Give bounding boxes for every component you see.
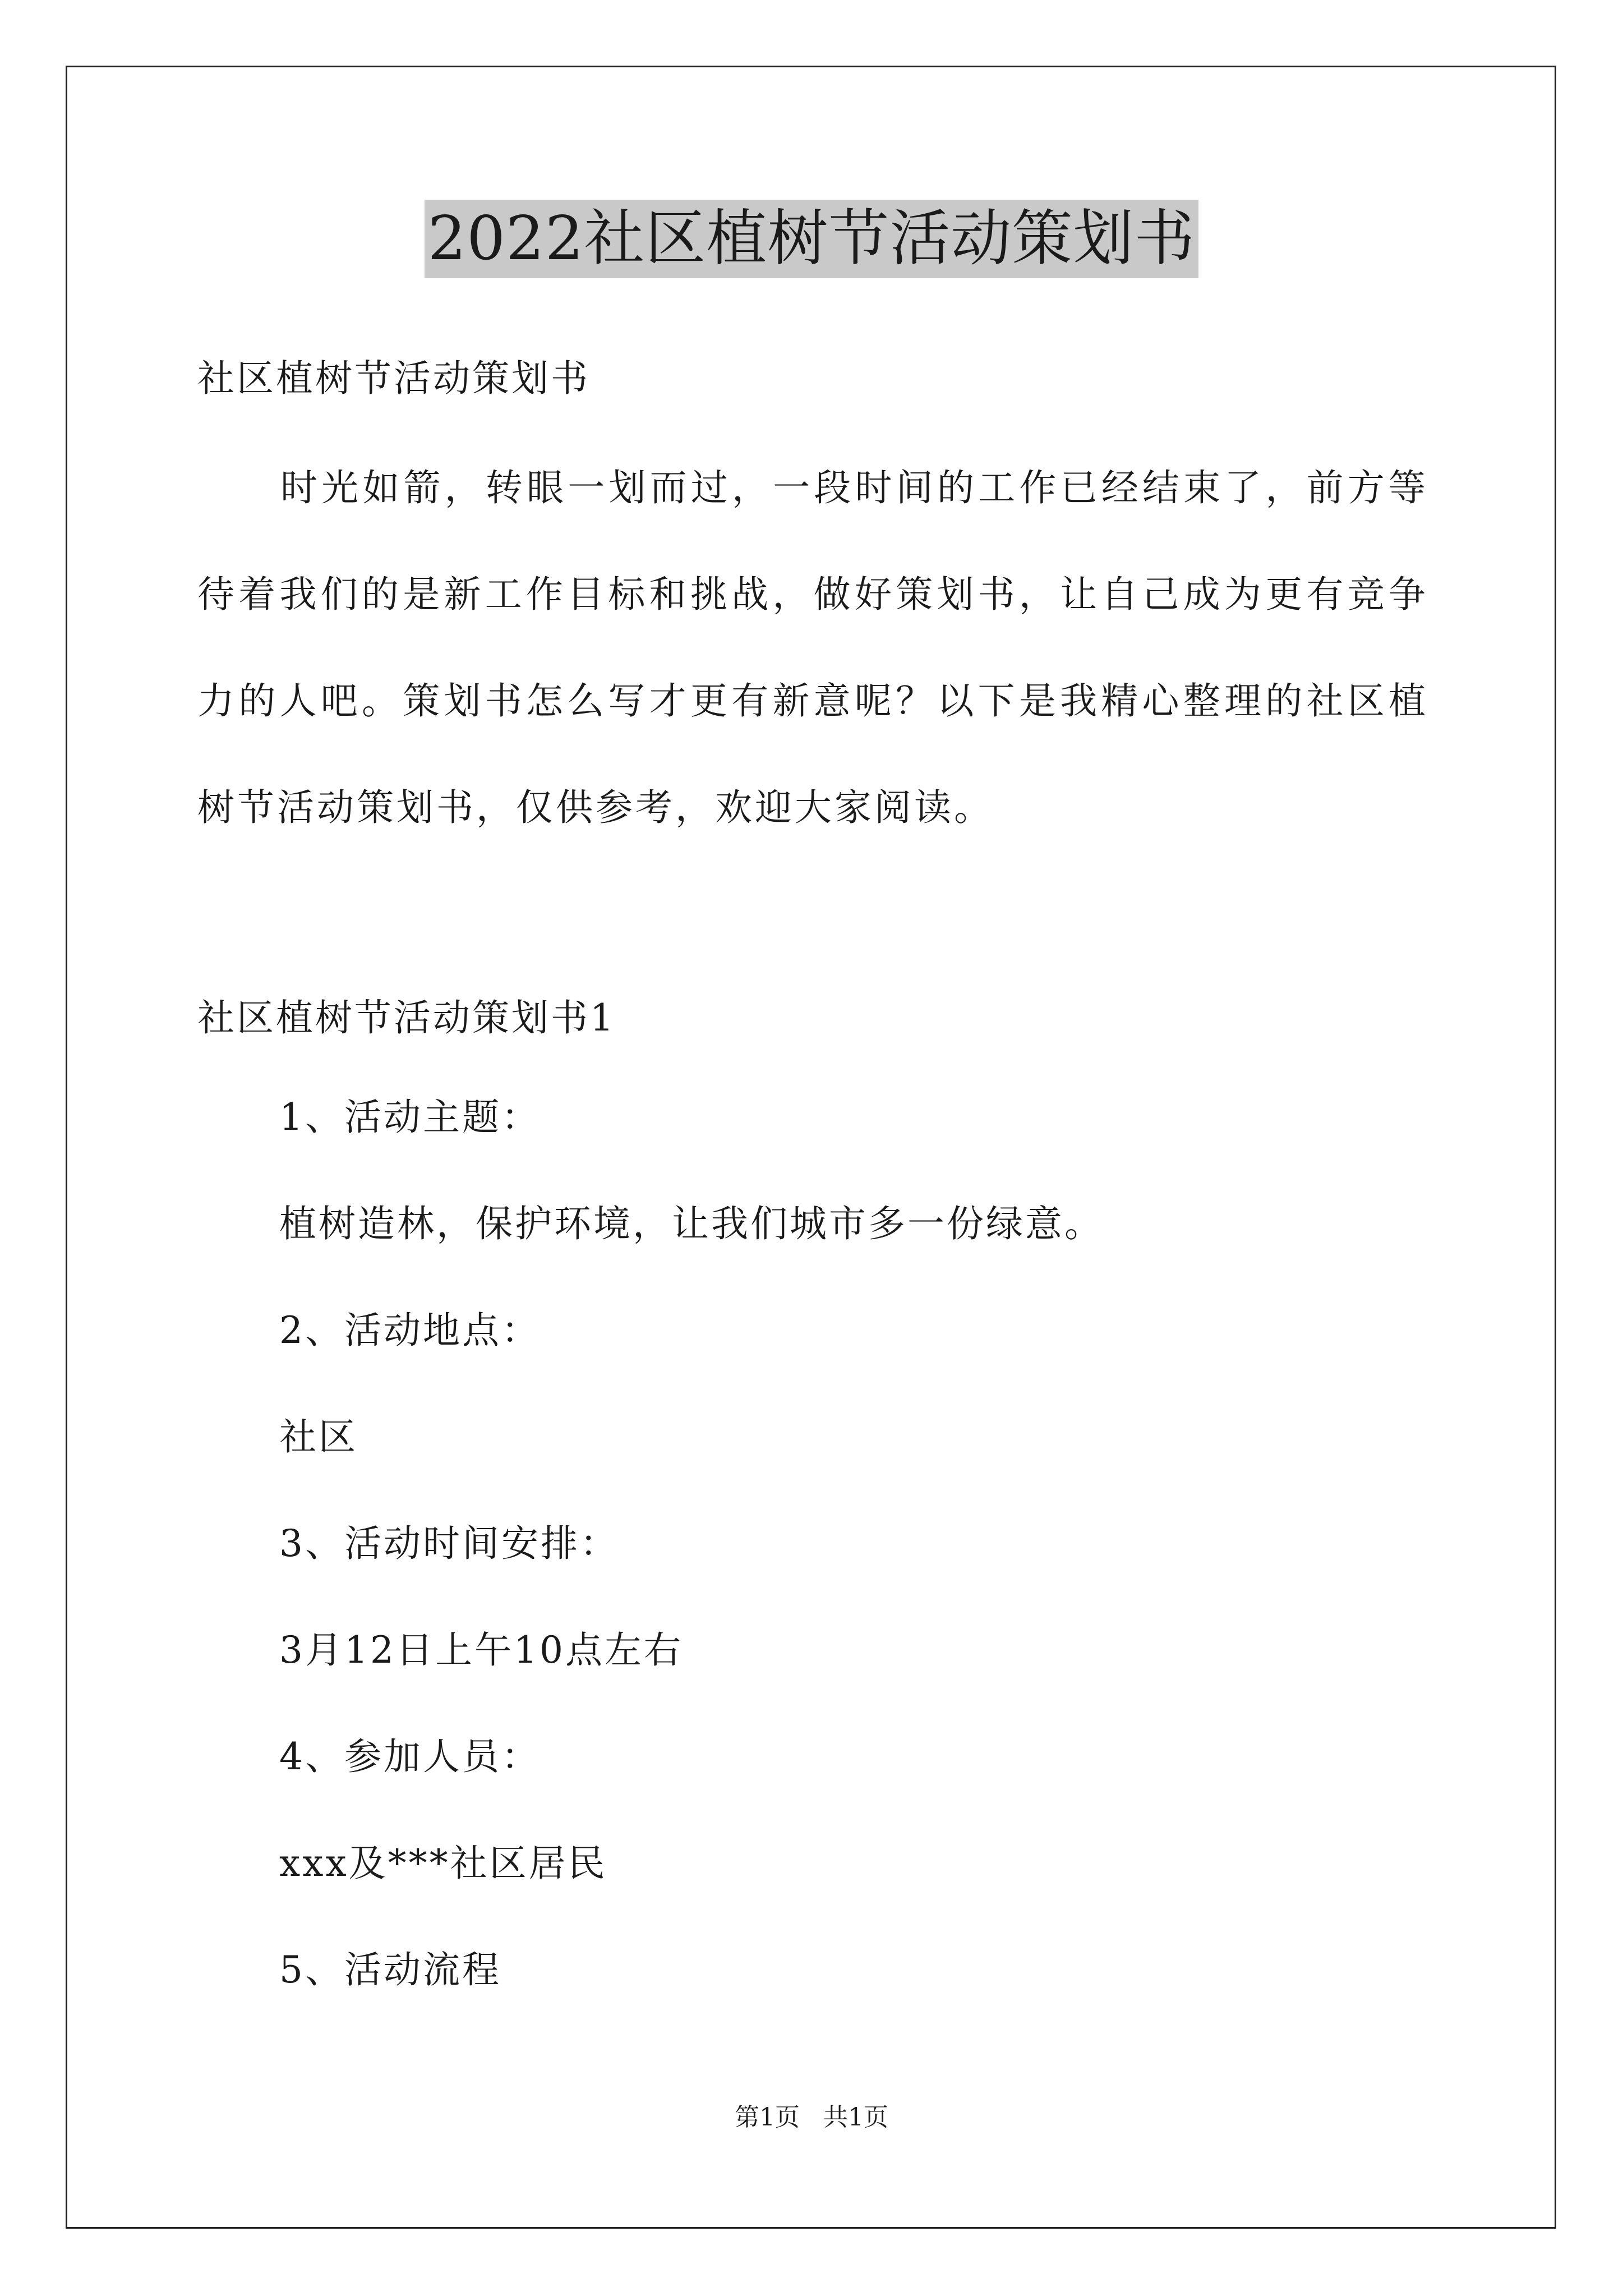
intro-paragraph: 时光如箭，转眼一划而过，一段时间的工作已经结束了，前方等待着我们的是新工作目标和挑战，做好策划书，让自己成为更有竞争力的人吧。策划书怎么写才更有新意呢？以下是我精心整理的社区植树节活动策划书，仅供参考，欢迎大家阅读。 (197, 466, 1428, 829)
section-heading: 社区植树节活动策划书1 (197, 996, 616, 1039)
page-footer: 第1页 共1页 (735, 2103, 888, 2132)
item-time-text: 3月12日上午10点左右 (279, 1628, 683, 1672)
item-location-text: 社区 (279, 1415, 358, 1458)
item-time-heading: 3、活动时间安排： (279, 1522, 619, 1565)
item-participants-text: xxx及***社区居民 (279, 1842, 607, 1885)
item-location-heading: 2、活动地点： (279, 1309, 541, 1352)
item-participants-heading: 4、参加人员： (279, 1735, 541, 1778)
document-title: 2022社区植树节活动策划书 (425, 200, 1199, 278)
item-process-heading: 5、活动流程 (279, 1948, 501, 1991)
item-theme-heading: 1、活动主题： (279, 1096, 541, 1139)
subtitle: 社区植树节活动策划书 (197, 357, 590, 400)
item-theme-text: 植树造林，保护环境，让我们城市多一份绿意。 (279, 1202, 1104, 1245)
title-container (0, 200, 1623, 278)
